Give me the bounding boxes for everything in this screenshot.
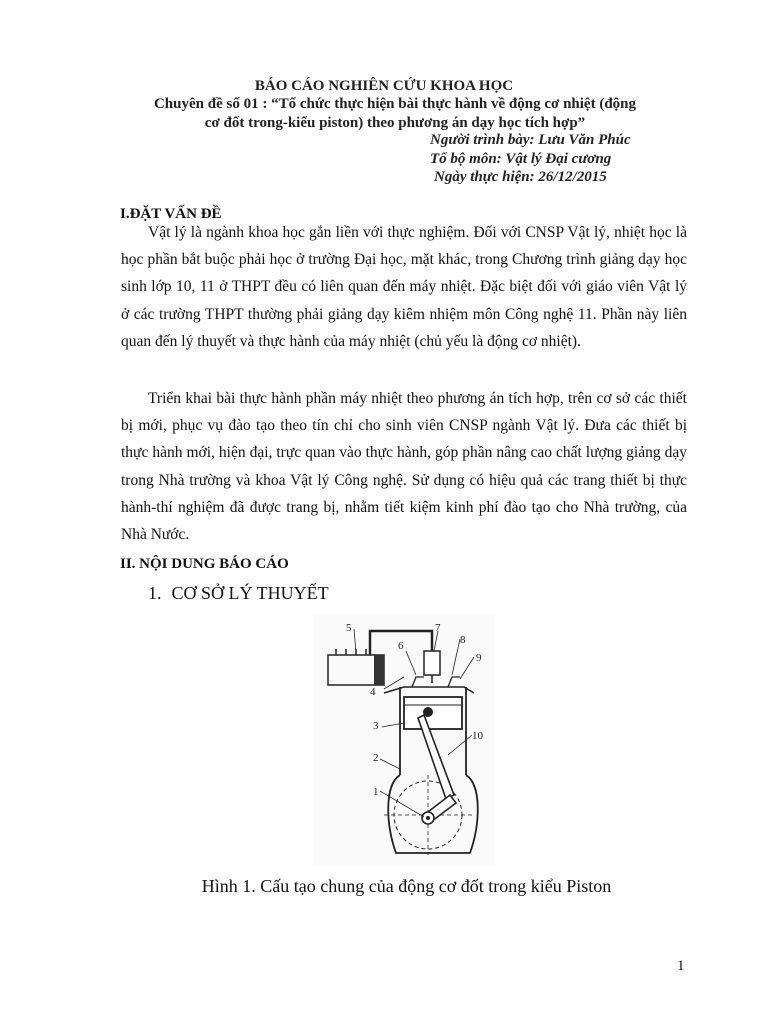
presenter-line: Người trình bày: Lưu Văn Phúc — [430, 132, 631, 148]
label-6: 6 — [398, 640, 404, 652]
topic-line-1: Chuyên đề số 01 : “Tổ chức thực hiện bài thực hành về động cơ nhiệt (động — [153, 96, 637, 112]
date-line: Ngày thực hiện: 26/12/2015 — [434, 169, 607, 185]
section-2-heading: II. NỘI DUNG BÁO CÁO — [120, 556, 289, 572]
piston — [404, 697, 462, 729]
section-1-paragraph-1: Vật lý là ngành khoa học gắn liền với thực nghiệm. Đối với CNSP Vật lý, nhiệt học là học phần bắt buộc phải học ở trường Đại học, mặt khác, trong Chương trình giảng dạy học sinh lớp 10, 11 ở THPT đều có liên quan đến máy nhiệt. Đặc biệt đối với giáo viên Vật lý ở các trường THPT thường phải giảng dạy kiêm nhiệm môn Công nghệ 11. Phần này liên quan đến lý thuyết và thực hành của máy nhiệt (chủ yếu là động cơ nhiệt). — [121, 224, 687, 350]
report-topic — [110, 95, 680, 133]
section-1-paragraph-2: Triển khai bài thực hành phần máy nhiệt theo phương án tích hợp, trên cơ sở các thiết bị mới, phục vụ đào tạo theo tín chỉ cho sinh viên CNSP ngành Vật lý. Đưa các thiết bị thực hành mới, hiện đại, trực quan vào thực hành, góp phần nâng cao chất lượng giảng dạy trong Nhà trường và khoa Vật lý Công nghệ. Sử dụng có hiệu quả các trang thiết bị thực hành-thí nghiệm đã được trang bị, nhằm tiết kiệm kinh phí đào tạo cho Nhà trường, của Nhà Nước. — [121, 390, 687, 544]
label-8: 8 — [460, 634, 466, 646]
label-5: 5 — [346, 622, 352, 634]
engine-diagram — [314, 615, 494, 865]
subsection-heading — [148, 583, 329, 604]
label-7: 7 — [435, 622, 441, 634]
section-1-heading: I.ĐẶT VẤN ĐỀ — [120, 206, 222, 222]
report-title: BÁO CÁO NGHIÊN CỨU KHOA HỌC — [254, 78, 514, 94]
injector — [424, 651, 440, 675]
label-10: 10 — [472, 730, 483, 742]
subsection-number: 1. — [148, 583, 162, 603]
topic-line-2: cơ đốt trong-kiểu piston) theo phương án dạy học tích hợp” — [204, 115, 586, 131]
label-3: 3 — [373, 720, 379, 732]
label-2: 2 — [373, 752, 379, 764]
label-9: 9 — [476, 652, 482, 664]
label-4: 4 — [370, 686, 376, 698]
figure-caption: Hình 1. Cấu tạo chung của động cơ đốt trong kiểu Piston — [201, 876, 612, 896]
subsection-title: CƠ SỞ LÝ THUYẾT — [171, 583, 329, 603]
page-number: 1 — [677, 958, 685, 974]
department-line: Tổ bộ môn: Vật lý Đại cương — [430, 151, 612, 167]
label-1: 1 — [373, 786, 379, 798]
